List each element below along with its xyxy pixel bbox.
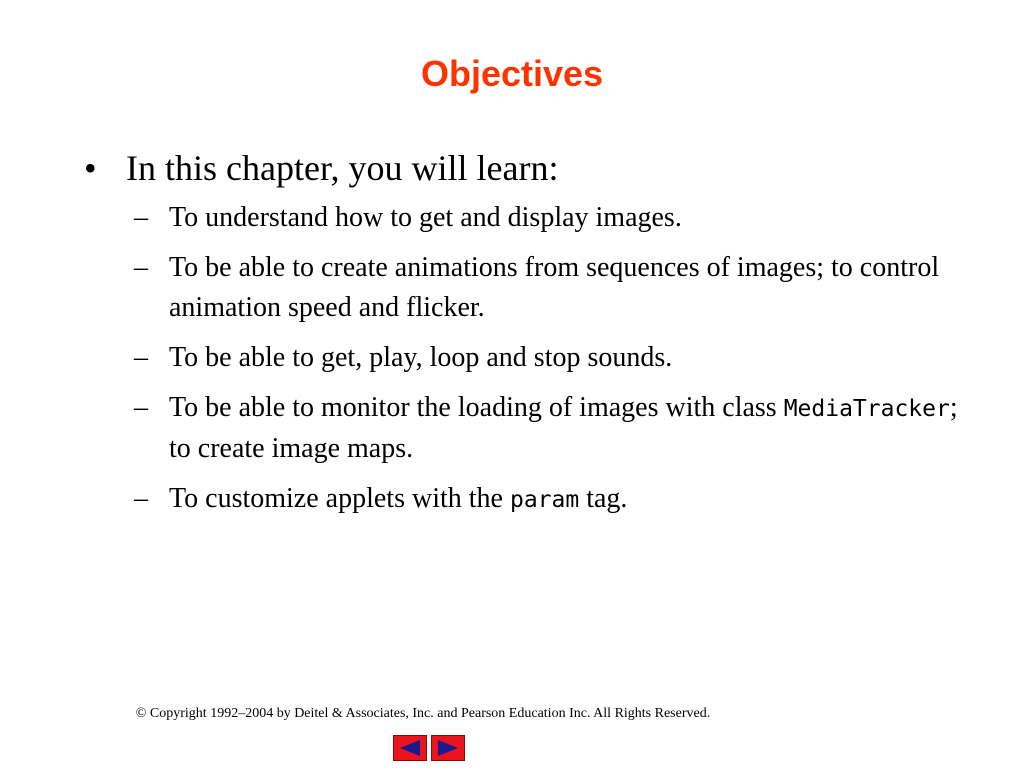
- code-param: param: [509, 487, 580, 513]
- slide-navigation: [393, 735, 465, 761]
- code-mediatracker: MediaTracker: [783, 396, 950, 422]
- sub-bullet-item: [134, 338, 964, 378]
- dash-marker: –: [134, 483, 148, 514]
- right-arrow-icon: [436, 739, 460, 757]
- sub-bullet-text-before: To be able to monitor the loading of images with class: [169, 392, 784, 423]
- sub-bullet-item: [134, 479, 964, 520]
- sub-bullet-item: [134, 248, 964, 328]
- left-arrow-icon: [398, 739, 422, 757]
- sub-bullet-text-after: ; to create image maps.: [169, 392, 958, 464]
- dash-marker: –: [134, 342, 148, 373]
- sub-bullet-text: [169, 392, 958, 464]
- sub-bullet-text-before: To customize applets with the: [169, 483, 510, 514]
- main-bullet: [84, 146, 964, 190]
- dash-marker: –: [134, 202, 148, 233]
- dash-marker: –: [134, 392, 148, 423]
- sub-bullet-text: [169, 483, 627, 514]
- sub-bullet-list: [84, 198, 964, 520]
- copyright-footer: © Copyright 1992–2004 by Deitel & Associates, Inc. and Pearson Education Inc. All Rights Reserved.: [135, 706, 711, 721]
- previous-slide-button[interactable]: [393, 735, 427, 761]
- sub-bullet-text: To understand how to get and display images.: [169, 202, 682, 233]
- slide-content: [84, 146, 964, 530]
- next-slide-button[interactable]: [431, 735, 465, 761]
- main-bullet-text: In this chapter, you will learn:: [126, 148, 559, 188]
- bullet-marker: •: [84, 148, 97, 188]
- sub-bullet-item: [134, 388, 964, 469]
- dash-marker: –: [134, 252, 148, 283]
- sub-bullet-item: [134, 198, 964, 238]
- slide-title: Objectives: [420, 53, 604, 94]
- sub-bullet-text: To be able to create animations from sequences of images; to control animation speed and flicker.: [169, 252, 940, 323]
- sub-bullet-text: To be able to get, play, loop and stop sounds.: [169, 342, 673, 373]
- sub-bullet-text-after: tag.: [579, 483, 628, 514]
